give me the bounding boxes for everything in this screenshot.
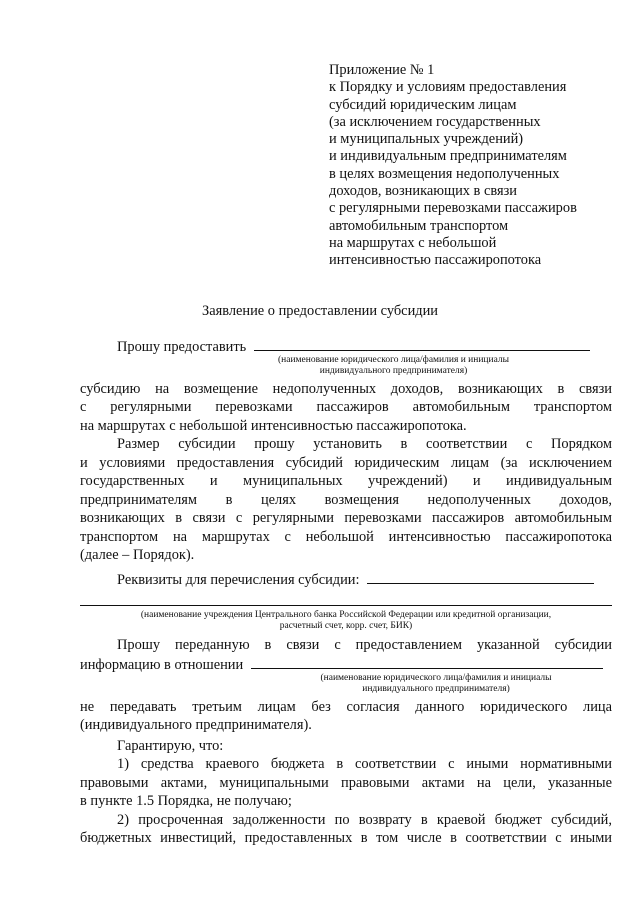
- appendix-line: с регулярными перевозками пассажиров: [329, 200, 577, 217]
- appendix-line: и муниципальных учреждений): [329, 131, 524, 148]
- text-line: 1) средства краевого бюджета в соответствии с иными нормативными: [117, 756, 612, 772]
- text-line: субсидию на возмещение недополученных доходов, возникающих в связи: [80, 380, 612, 397]
- appendix-header: [329, 62, 619, 270]
- bank-details-field-2[interactable]: [80, 591, 612, 606]
- text-line: 2) просроченная задолженности по возврату в краевой бюджет субсидий,: [117, 811, 612, 828]
- appendix-line: (за исключением государственных: [329, 113, 541, 130]
- field-caption: расчетный счет, корр. счет, БИК): [279, 621, 413, 631]
- document-title: Заявление о предоставлении субсидии: [202, 303, 438, 319]
- bank-details-lead: Реквизиты для перечисления субсидии:: [117, 571, 360, 588]
- text-line: правовыми актами, муниципальными правовыми актами на цели, указанные: [80, 774, 612, 791]
- text-line: бюджетных инвестиций, предоставленных в том числе в соответствии с иными: [80, 830, 612, 846]
- text-line: на маршрутах с небольшой интенсивностью пассажиропотока.: [80, 417, 467, 434]
- appendix-line: в целях возмещения недополученных: [329, 165, 560, 182]
- field-caption: индивидуального предпринимателя): [362, 684, 510, 694]
- appendix-line: Приложение № 1: [329, 62, 435, 78]
- bank-details-field[interactable]: [367, 569, 594, 584]
- text-line: в пункте 1.5 Порядка, не получаю;: [80, 793, 292, 809]
- recipient-name-field[interactable]: [254, 336, 590, 351]
- appendix-line: интенсивностью пассажиропотока: [329, 252, 542, 269]
- text-line: (индивидуального предпринимателя).: [80, 717, 312, 733]
- request-line: [80, 336, 612, 355]
- bank-details-line: [80, 569, 612, 588]
- info-recipient-line: [80, 654, 612, 673]
- text-line: транспортом на маршрутах с небольшой интенсивностью пассажиропотока: [80, 528, 612, 545]
- text-line: Прошу переданную в связи с предоставлением указанной субсидии: [117, 636, 612, 653]
- info-recipient-field[interactable]: [251, 654, 603, 669]
- field-caption: (наименование учреждения Центрального банка Российской Федерации или кредитной организации,: [140, 609, 552, 620]
- text-line: предпринимателям в целях возмещения недополученных доходов,: [80, 491, 612, 508]
- document-body: [80, 336, 612, 848]
- text-line: возникающих в связи с регулярными перевозками пассажиров автомобильным: [80, 510, 612, 526]
- appendix-line: и индивидуальным предпринимателям: [329, 148, 567, 165]
- text-line: Гарантирую, что:: [117, 737, 224, 754]
- info-lead: информацию в отношении: [80, 657, 244, 673]
- text-line: и условиями предоставления субсидий юридическим лицам (за исключением: [80, 454, 612, 471]
- field-caption: (наименование юридического лица/фамилия и инициалы: [277, 354, 509, 365]
- appendix-line: на маршрутах с небольшой: [329, 234, 497, 251]
- bank-details-line-2: [80, 591, 612, 610]
- appendix-line: к Порядку и условиям предоставления: [329, 79, 567, 96]
- appendix-line: автомобильным транспортом: [329, 217, 509, 234]
- text-line: (далее – Порядок).: [80, 547, 195, 563]
- field-caption: (наименование юридического лица/фамилия и инициалы: [320, 672, 552, 683]
- text-line: Размер субсидии прошу установить в соответствии с Порядком: [117, 436, 612, 452]
- appendix-line: субсидий юридическим лицам: [329, 96, 517, 113]
- appendix-line: доходов, возникающих в связи: [329, 183, 517, 200]
- text-line: с регулярными перевозками пассажиров автомобильным транспортом: [80, 399, 612, 415]
- field-caption: индивидуального предпринимателя): [319, 366, 468, 376]
- text-line: государственных и муниципальных учреждений) и индивидуальным: [80, 473, 612, 489]
- request-lead: Прошу предоставить: [117, 339, 247, 355]
- text-line: не передавать третьим лицам без согласия данного юридического лица: [80, 698, 612, 715]
